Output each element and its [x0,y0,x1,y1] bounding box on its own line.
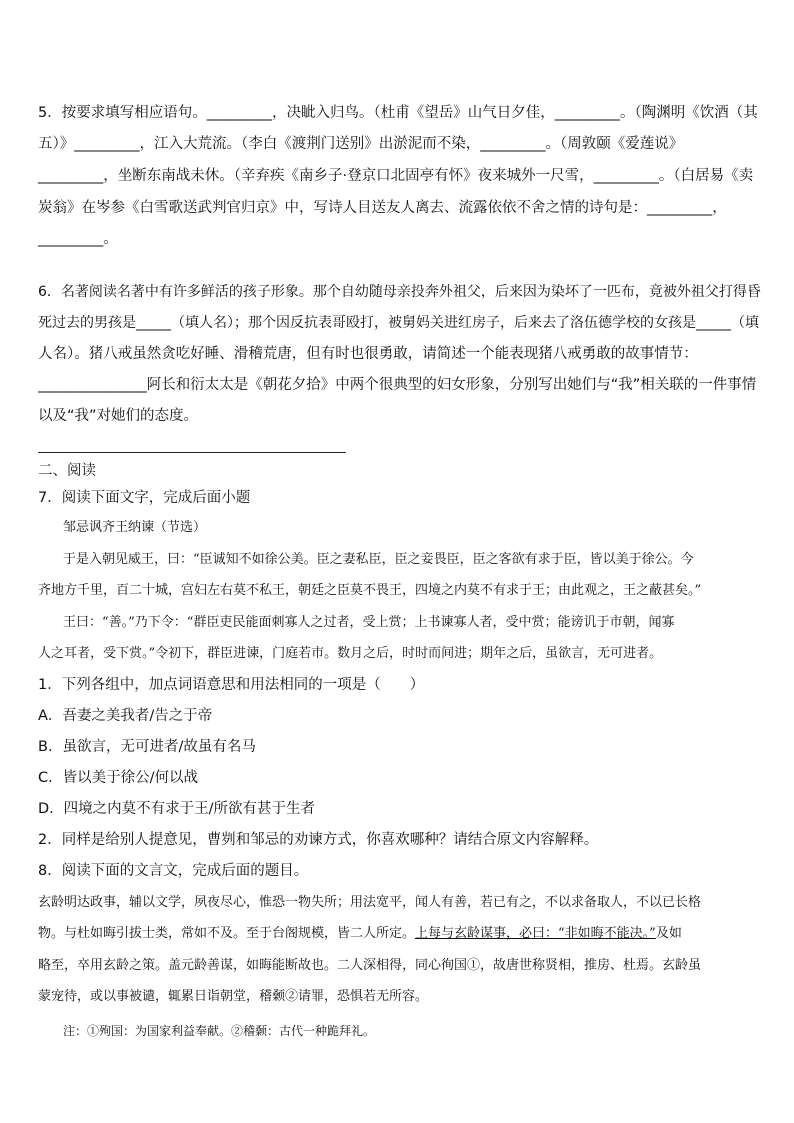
q7-passage-title: 邹忌讽齐王纳谏（节选） [63,520,207,535]
q8-passage-line-2-tail: 及如 [655,926,682,941]
q8-passage-line-3: 略至，卒用玄龄之策。盖元龄善谋，如晦能断故也。二人深相得，同心徇国①，故唐世称贤相，推房、杜焉。玄龄虽 [38,958,702,973]
q5-line-3: _________，坐断东南战未休。（辛弃疾《南乡子·登京口北固亭有怀》夜来城外一尺雪，_________。（白居易《卖 [38,168,754,184]
q7-sub2: 2．同样是给别人提意见，曹刿和邹忌的劝谏方式，你喜欢哪种？请结合原文内容解释。 [38,832,599,848]
divider-rule [38,452,346,453]
q5-line-5: _________。 [38,231,118,247]
q8-title: 8．阅读下面的文言文，完成后面的题目。 [38,863,309,879]
q7-title: 7．阅读下面文字，完成后面小题 [38,490,251,506]
q6-line-5: 以及“我”对她们的态度。 [38,408,199,424]
q6-line-4: _______________阿长和衍太太是《朝花夕拾》中两个很典型的妇女形象，分别写出她们与“我”相关联的一件事情 [38,377,757,393]
q8-passage-line-1: 玄龄明达政事，辅以文学，夙夜尽心，惟恐一物失所；用法宽平，闻人有善，若已有之，不以求备取人，不以已长格 [38,895,702,910]
q5-line-2: 五）》_________，江入大荒流。（李白《渡荆门送别》出淤泥而不染，_________。（周敦颐《爱莲说》 [38,136,684,152]
q7-option-d: D．四境之内莫不有求于王/所欲有甚于生者 [38,801,316,817]
q8-note: 注：①殉国：为国家利益奉献。②稽颡：古代一种跪拜礼。 [63,1024,376,1038]
q7-option-c: C．皆以美于徐公/何以战 [38,770,199,786]
q8-underlined-sentence: 上每与玄龄谋事，必曰：“非如晦不能决。” [415,926,656,941]
q6-line-2: 死过去的男孩是_____（填人名）；那个因反抗表哥殴打，被舅妈关进红房子，后来去了洛伍德学校的女孩是_____（填 [38,315,759,331]
q7-passage-line-2: 齐地方千里，百二十城，宫妇左右莫不私王，朝廷之臣莫不畏王，四境之内莫不有求于王；由此观之，王之蔽甚矣。” [38,583,702,598]
section-title: 二、阅读 [38,463,96,479]
q7-passage-line-1: 于是入朝见威王，曰：“臣诚知不如徐公美。臣之妻私臣，臣之妾畏臣，臣之客欲有求于臣，皆以美于徐公。今 [63,552,694,567]
q8-passage-line-2 [38,924,682,944]
q8-passage-line-2-start: 物。与杜如晦引拔士类，常如不及。至于台阁规模，皆二人所定。 [38,926,416,941]
q8-passage-line-4: 蒙宠待，或以事被谴，辄累日诣朝堂，稽颡②请罪，恐惧若无所容。 [38,989,429,1004]
q7-option-a: A．吾妻之美我者/告之于帝 [38,708,213,724]
q7-option-b: B．虽欲言，无可进者/故虽有名马 [38,739,256,755]
q7-sub1: 1．下列各组中，加点词语意思和用法相同的一项是（ ） [38,677,425,693]
q6-line-1: 6．名著阅读名著中有许多鲜活的孩子形象。那个自幼随母亲投奔外祖父，后来因为染坏了一匹布，竟被外祖父打得昏 [38,284,761,300]
q7-passage-line-3: 王曰：“善。”乃下令：“群臣吏民能面刺寡人之过者，受上赏；上书谏寡人者，受中赏；能谤讥于市朝，闻寡 [63,615,675,630]
q5-line-4: 炭翁》在岑参《白雪歌送武判官归京》中，写诗人目送友人离去、流露依依不舍之情的诗句是：_________， [38,200,727,216]
q5-line-1: 5．按要求填写相应语句。_________，决眦入归鸟。（杜甫《望岳》山气日夕佳，_________。（陶渊明《饮酒（其 [38,105,758,121]
q7-passage-line-4: 人之耳者，受下赏。”令初下，群臣进谏，门庭若市。数月之后，时时而间进；期年之后，虽欲言，无可进者。 [38,646,663,661]
q6-line-3: 人名）。猪八戒虽然贪吃好睡、滑稽荒唐，但有时也很勇敢，请简述一个能表现猪八戒勇敢的故事情节： [38,346,698,362]
